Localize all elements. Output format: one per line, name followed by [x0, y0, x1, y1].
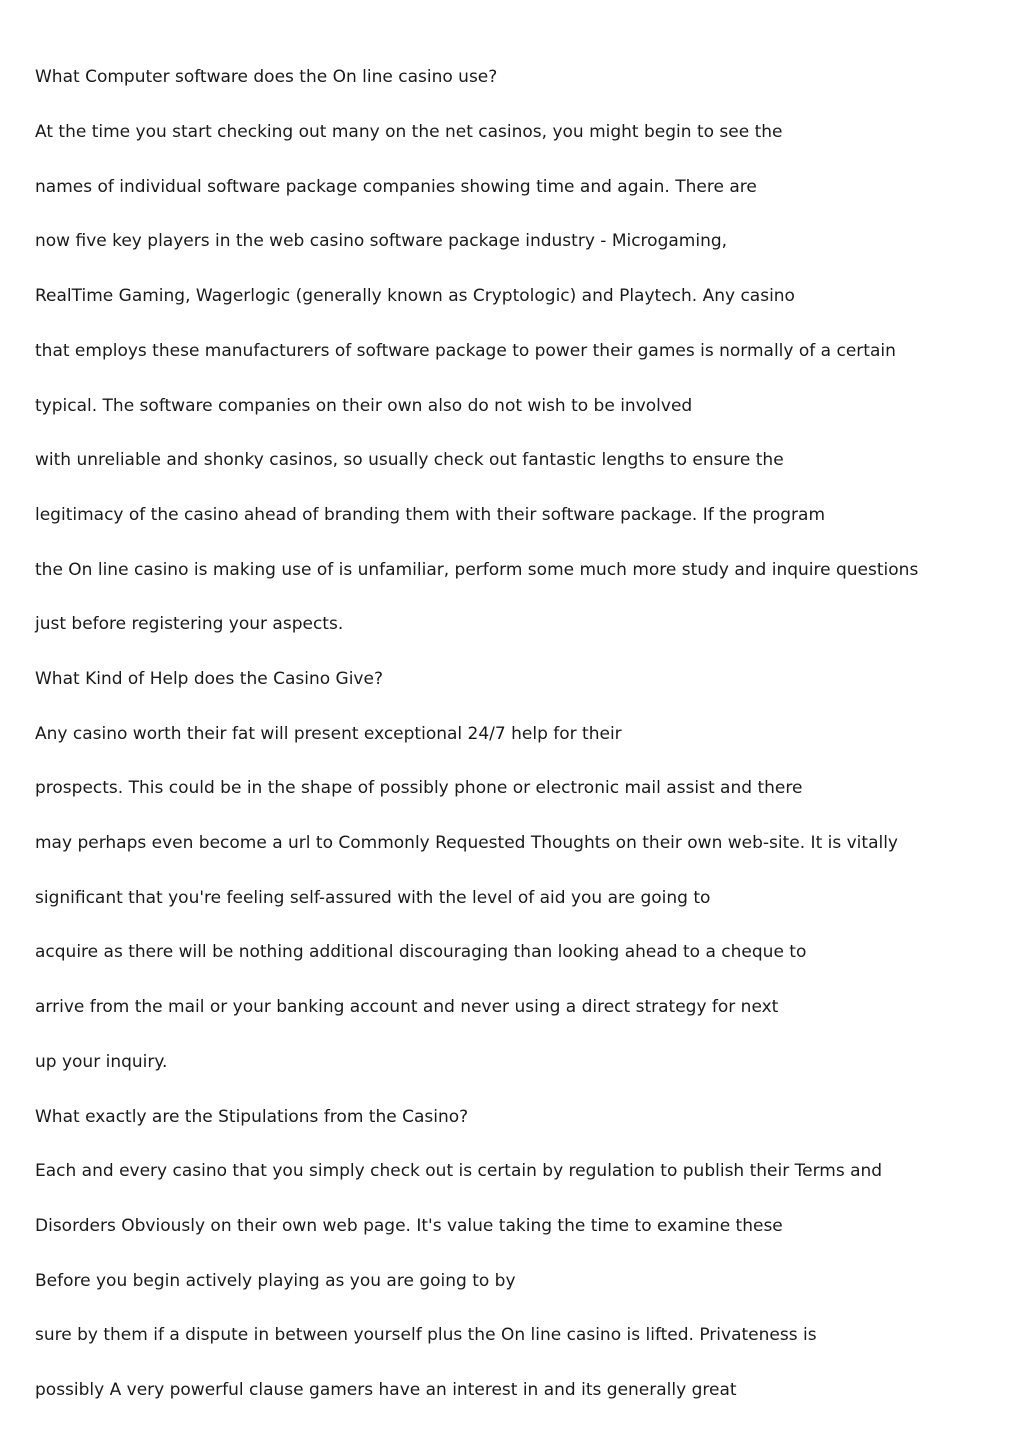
paragraph-line: acquire as there will be nothing additional discouraging than looking ahead to a cheque to [35, 942, 807, 962]
paragraph-line: RealTime Gaming, Wagerlogic (generally known as Cryptologic) and Playtech. Any casino [35, 286, 795, 306]
paragraph-line: may perhaps even become a url to Commonly Requested Thoughts on their own web-site. It is vitally [35, 833, 898, 853]
paragraph-line: Each and every casino that you simply check out is certain by regulation to publish their Terms and [35, 1161, 883, 1181]
paragraph-line: At the time you start checking out many on the net casinos, you might begin to see the [35, 122, 783, 142]
paragraph-line: legitimacy of the casino ahead of branding them with their software package. If the program [35, 505, 826, 525]
paragraph-line: names of individual software package companies showing time and again. There are [35, 177, 757, 197]
heading-help: What Kind of Help does the Casino Give? [35, 669, 383, 689]
paragraph-line: possibly A very powerful clause gamers have an interest in and its generally great [35, 1380, 737, 1400]
paragraph-line: just before registering your aspects. [35, 614, 344, 634]
paragraph-line: significant that you're feeling self-assured with the level of aid you are going to [35, 888, 711, 908]
paragraph-line: prospects. This could be in the shape of possibly phone or electronic mail assist and there [35, 778, 803, 798]
paragraph-line: up your inquiry. [35, 1052, 168, 1072]
heading-stipulations: What exactly are the Stipulations from the Casino? [35, 1107, 469, 1127]
paragraph-line: Before you begin actively playing as you are going to by [35, 1271, 516, 1291]
paragraph-line: Any casino worth their fat will present exceptional 24/7 help for their [35, 724, 622, 744]
paragraph-line: Disorders Obviously on their own web page. It's value taking the time to examine these [35, 1216, 783, 1236]
paragraph-line: arrive from the mail or your banking account and never using a direct strategy for next [35, 997, 779, 1017]
paragraph-line: that employs these manufacturers of software package to power their games is normally of a certain [35, 341, 896, 361]
paragraph-line: now five key players in the web casino software package industry - Microgaming, [35, 231, 728, 251]
heading-software: What Computer software does the On line casino use? [35, 67, 498, 87]
paragraph-line: with unreliable and shonky casinos, so usually check out fantastic lengths to ensure the [35, 450, 784, 470]
paragraph-line: typical. The software companies on their own also do not wish to be involved [35, 396, 693, 416]
paragraph-line: sure by them if a dispute in between yourself plus the On line casino is lifted. Privateness is [35, 1325, 817, 1345]
paragraph-line: the On line casino is making use of is unfamiliar, perform some much more study and inquire questions [35, 560, 919, 580]
